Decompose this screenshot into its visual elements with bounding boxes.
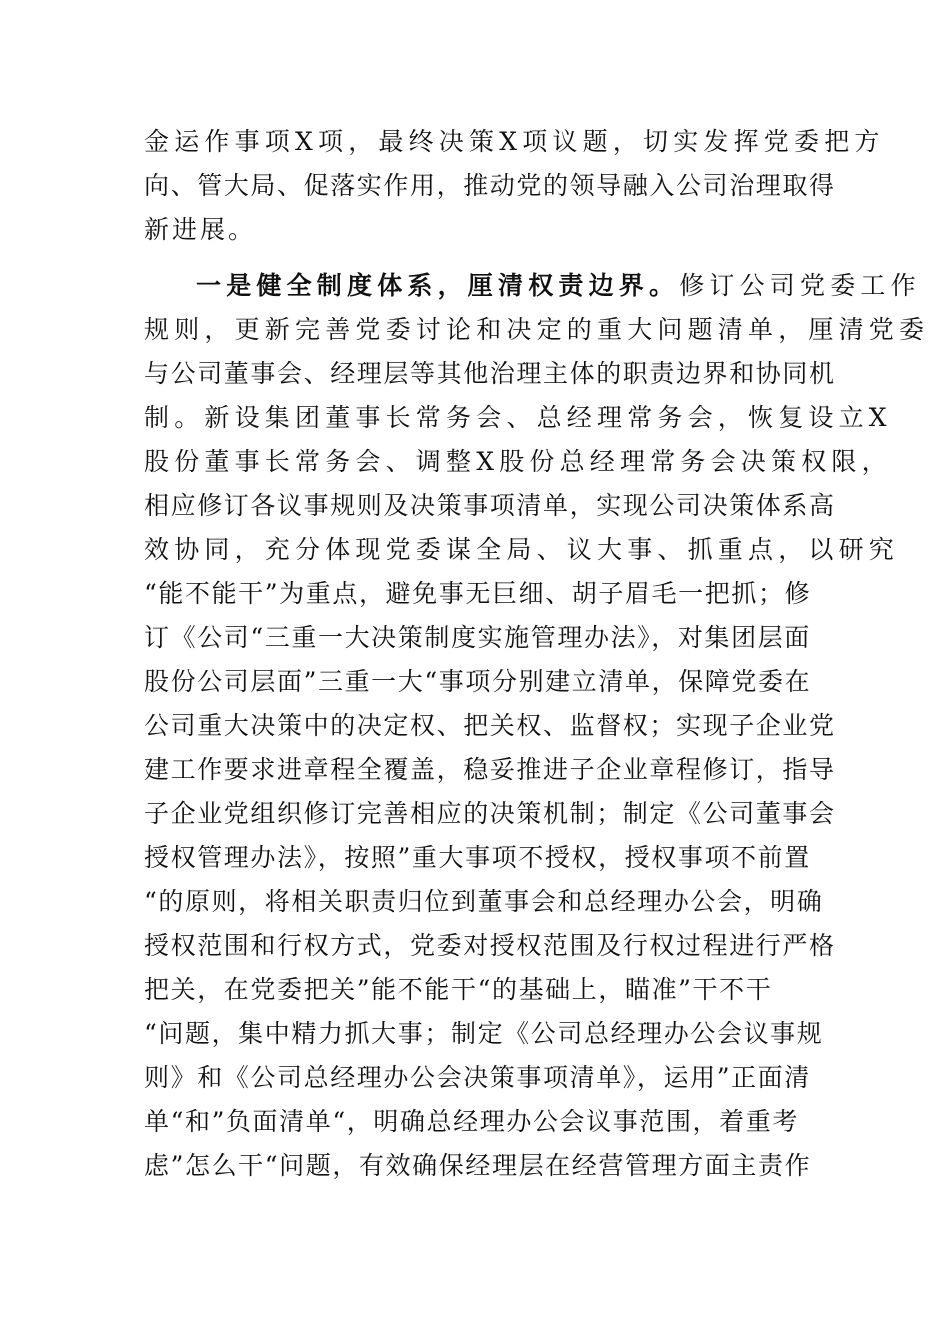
paragraph-spacer (144, 252, 814, 264)
paragraph-line: “的原则，将相关职责归位到董事会和总经理办公会，明确 (144, 887, 824, 916)
paragraph-line: 规则，更新完善党委讨论和决定的重大问题清单，厘清党委 (144, 315, 930, 344)
paragraph-line: 授权范围和行权方式，党委对授权范围及行权过程进行严格 (144, 931, 836, 960)
paragraph-line: 制。新设集团董事长常务会、总经理常务会，恢复设立X (144, 403, 892, 432)
paragraph-line: 效协同，充分体现党委谋全局、议大事、抓重点，以研究 (144, 535, 900, 564)
paragraph-line: “能不能干”为重点，避免事无巨细、胡子眉毛一把抓；修 (144, 579, 812, 608)
paragraph-line: 订《公司“三重一大决策制度实施管理办法》，对集团层面 (144, 623, 811, 652)
paragraph-1 (144, 120, 885, 252)
paragraph-line: 与公司董事会、经理层等其他治理主体的职责边界和协同机 (144, 359, 836, 388)
paragraph-line: 股份公司层面”三重一大“事项分别建立清单，保障党委在 (144, 667, 812, 696)
paragraph-line: 子企业党组织修订完善相应的决策机制；制定《公司董事会 (144, 799, 836, 828)
paragraph-line: 新进展。 (144, 215, 257, 244)
document-body (144, 120, 930, 1188)
paragraph-line: “问题，集中精力抓大事；制定《公司总经理办公会议事规 (144, 1019, 824, 1048)
paragraph-line: 把关，在党委把关”能不能干“的基础上，瞄准”干不干 (144, 975, 773, 1004)
paragraph-lead-text: 修订公司党委工作 (679, 271, 921, 300)
paragraph-2 (144, 264, 930, 1188)
paragraph-line: 则》和《公司总经理办公会决策事项清单》，运用”正面清 (144, 1063, 811, 1092)
paragraph-first-line (144, 264, 921, 308)
paragraph-line: 股份董事长常务会、调整X股份总经理常务会决策权限， (144, 447, 892, 476)
paragraph-lead-heading: 一是健全制度体系，厘清权责边界。 (196, 271, 680, 300)
paragraph-line: 向、管大局、促落实作用，推动党的领导融入公司治理取得 (144, 171, 836, 200)
paragraph-line: 单“和”负面清单“，明确总经理办公会议事范围，着重考 (144, 1107, 799, 1136)
paragraph-line: 建工作要求进章程全覆盖，稳妥推进子企业章程修订，指导 (144, 755, 836, 784)
paragraph-line: 公司重大决策中的决定权、把关权、监督权；实现子企业党 (144, 711, 836, 740)
paragraph-line: 虑”怎么干“问题，有效确保经理层在经营管理方面主责作 (144, 1151, 812, 1180)
paragraph-line: 相应修订各议事规则及决策事项清单，实现公司决策体系高 (144, 491, 836, 520)
paragraph-line: 授权管理办法》，按照”重大事项不授权，授权事项不前置 (144, 843, 811, 872)
paragraph-line: 金运作事项X项，最终决策X项议题，切实发挥党委把方 (144, 127, 885, 156)
